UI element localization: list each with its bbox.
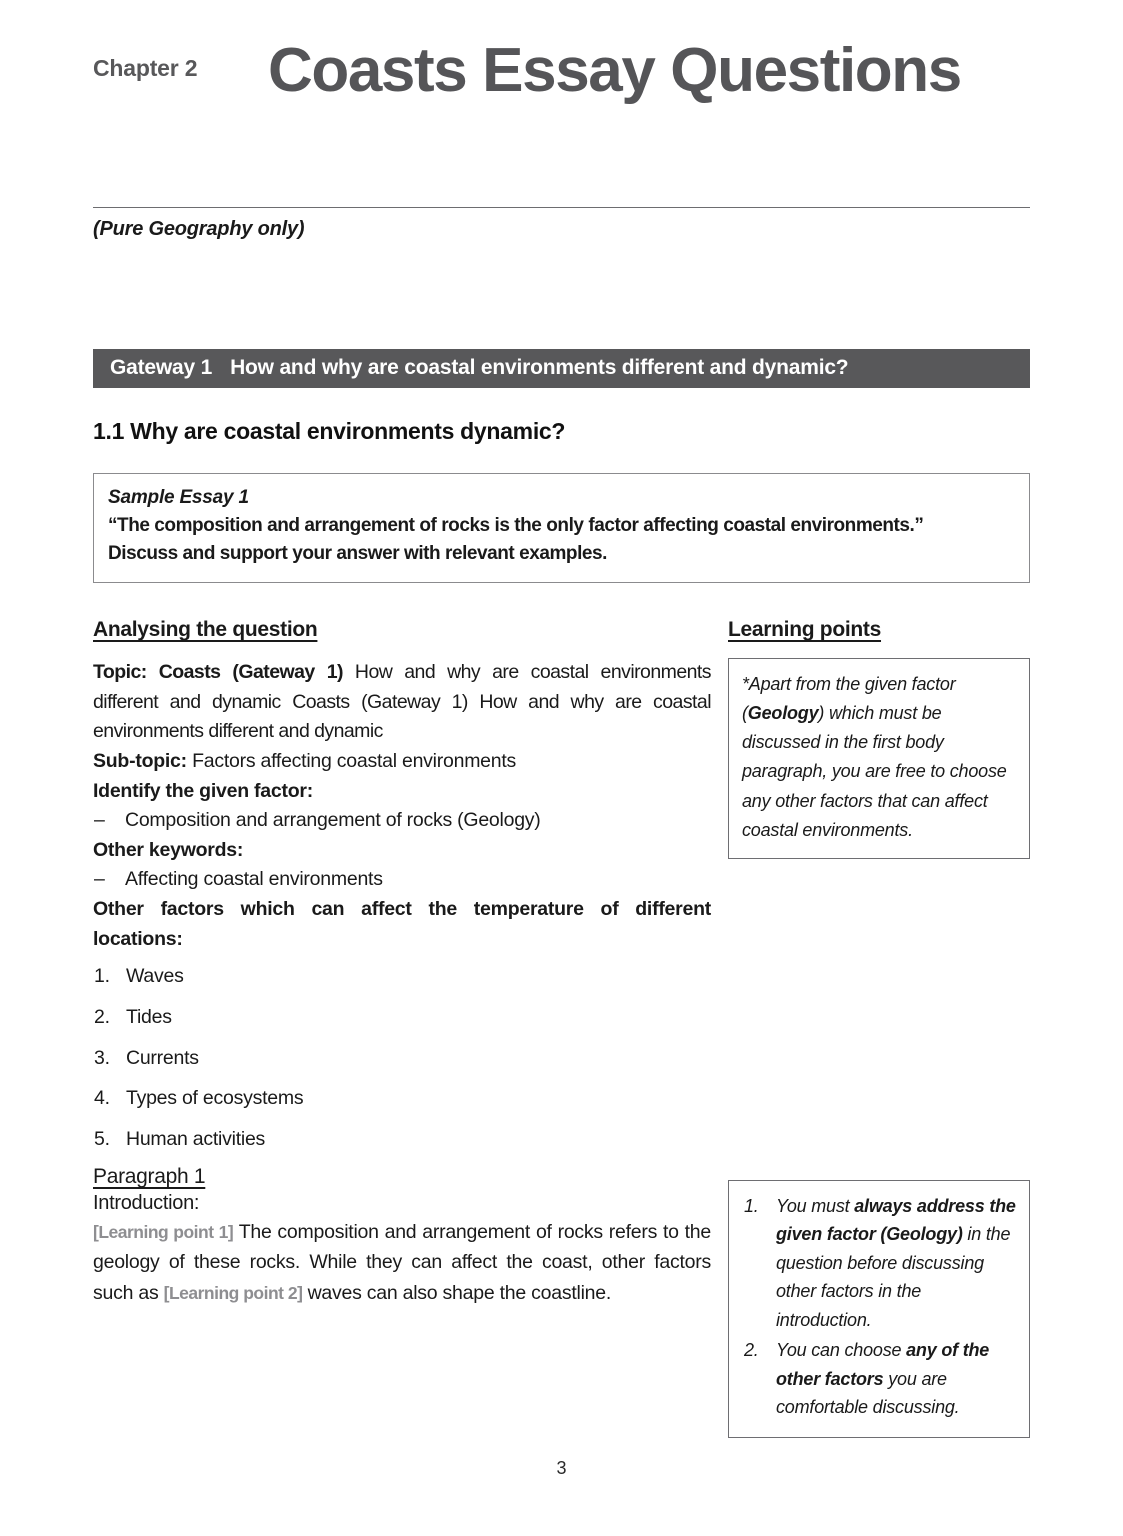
learning-point-note-2-list: [742, 1192, 1016, 1422]
list-item-number: 2.: [94, 1005, 110, 1028]
subtopic-label: Sub-topic:: [93, 749, 187, 772]
list-item: [93, 962, 711, 992]
list-item-label: Waves: [126, 965, 184, 988]
list-item-label: Tides: [126, 1005, 172, 1028]
paragraph-1-text-2: waves can also shape the coastline.: [302, 1281, 612, 1304]
sample-essay-label: Sample Essay 1: [108, 487, 249, 508]
topic-text: How and why are coastal environments different and dynamic Coasts (Gateway 1) How and why are coastal environments different and dynamic: [93, 661, 711, 743]
learning-points-heading: Learning points: [728, 618, 882, 641]
note-2-item-2-part-2: you are comfortable discussing.: [776, 1368, 960, 1418]
note-2-item-2-bold: any of the other factors: [776, 1340, 990, 1389]
list-item-number: 1.: [744, 1196, 759, 1216]
learning-point-note-box-1: [728, 658, 1030, 859]
list-item: [93, 1003, 711, 1033]
other-keywords-heading: [93, 836, 711, 866]
gateway-number-label: Gateway 1: [110, 356, 213, 379]
identify-factor-item: – Composition and arrangement of rocks (Geology): [93, 806, 711, 836]
paragraph-1-subtitle: Introduction:: [93, 1192, 200, 1214]
list-item-label: Currents: [126, 1046, 199, 1069]
paragraph-1-title: Paragraph 1: [93, 1165, 206, 1188]
paragraph-1-text-1: The composition and arrangement of rocks refers to the geology of these rocks. While they can affect the coast, other factors such as: [93, 1221, 711, 1304]
subtitle-note: (Pure Geography only): [93, 218, 305, 240]
list-item: [742, 1192, 1016, 1334]
other-factors-heading: [93, 895, 711, 954]
note-2-item-2-part-1: You can choose: [776, 1340, 907, 1361]
list-item: [93, 1044, 711, 1074]
note-2-item-1-bold: always address the given factor (Geology): [776, 1196, 1016, 1245]
sample-essay-quote-line-2: Discuss and support your answer with relevant examples.: [108, 543, 607, 565]
sample-essay-quote-line-1: “The composition and arrangement of rocks is the only factor affecting coastal environments.”: [108, 514, 924, 536]
other-factors-list: [93, 962, 711, 1154]
list-item-label: Human activities: [126, 1127, 266, 1150]
header-divider: [93, 207, 1030, 208]
list-item: [93, 1125, 711, 1155]
learning-points-column: [728, 618, 1030, 859]
list-item-number: 4.: [94, 1087, 110, 1110]
note-1-bold: Geology: [747, 703, 819, 724]
list-item-number: 3.: [94, 1046, 110, 1069]
note-1-part-2: ) which must be discussed in the first body paragraph, you are free to choose any other factors that can affect coastal environments.: [742, 703, 1007, 840]
analysis-column: [93, 618, 711, 1165]
identify-factor-heading-text: Identify the given factor:: [93, 779, 313, 802]
learning-point-marker-1: [Learning point 1]: [93, 1222, 234, 1242]
list-item-number: 1.: [94, 965, 110, 988]
topic-label: Topic: Coasts (Gateway 1): [93, 661, 343, 683]
list-item: [93, 1084, 711, 1114]
paragraph-1-body: [93, 1217, 711, 1308]
other-keywords-heading-text: Other keywords:: [93, 838, 244, 861]
subtopic-line: [93, 747, 711, 777]
topic-paragraph: [93, 658, 711, 747]
paragraph-1-block: [93, 1165, 711, 1308]
page-title: Coasts Essay Questions: [268, 36, 961, 105]
list-item-number: 5.: [94, 1127, 110, 1150]
page-number: 3: [556, 1458, 567, 1478]
note-2-item-1-part-1: You must: [776, 1196, 855, 1216]
other-factors-heading-text: Other factors which can affect the temperature of different locations:: [93, 898, 711, 950]
list-item-number: 2.: [744, 1340, 759, 1361]
other-keywords-item: – Affecting coastal environments: [93, 865, 711, 895]
gateway-question: How and why are coastal environments different and dynamic?: [230, 356, 849, 379]
learning-point-marker-2: [Learning point 2]: [163, 1282, 303, 1303]
identify-factor-heading: [93, 777, 711, 807]
analysis-heading: Analysing the question: [93, 618, 318, 641]
learning-point-note-box-2: [728, 1180, 1030, 1438]
chapter-label: Chapter 2: [93, 55, 198, 81]
gateway-banner: [93, 349, 1030, 388]
subtopic-text: Factors affecting coastal environments: [186, 749, 517, 772]
list-item-label: Types of ecosystems: [126, 1087, 304, 1110]
learning-point-note-1-text: [742, 670, 1016, 845]
sample-essay-box: [93, 473, 1030, 583]
section-heading: 1.1 Why are coastal environments dynamic?: [93, 418, 566, 444]
list-item: [742, 1336, 1016, 1421]
note-2-item-1-part-2: in the question before discussing other factors in the introduction.: [776, 1224, 1011, 1330]
page-header: [93, 0, 1030, 160]
note-1-part-1: *Apart from the given factor (: [742, 674, 956, 724]
